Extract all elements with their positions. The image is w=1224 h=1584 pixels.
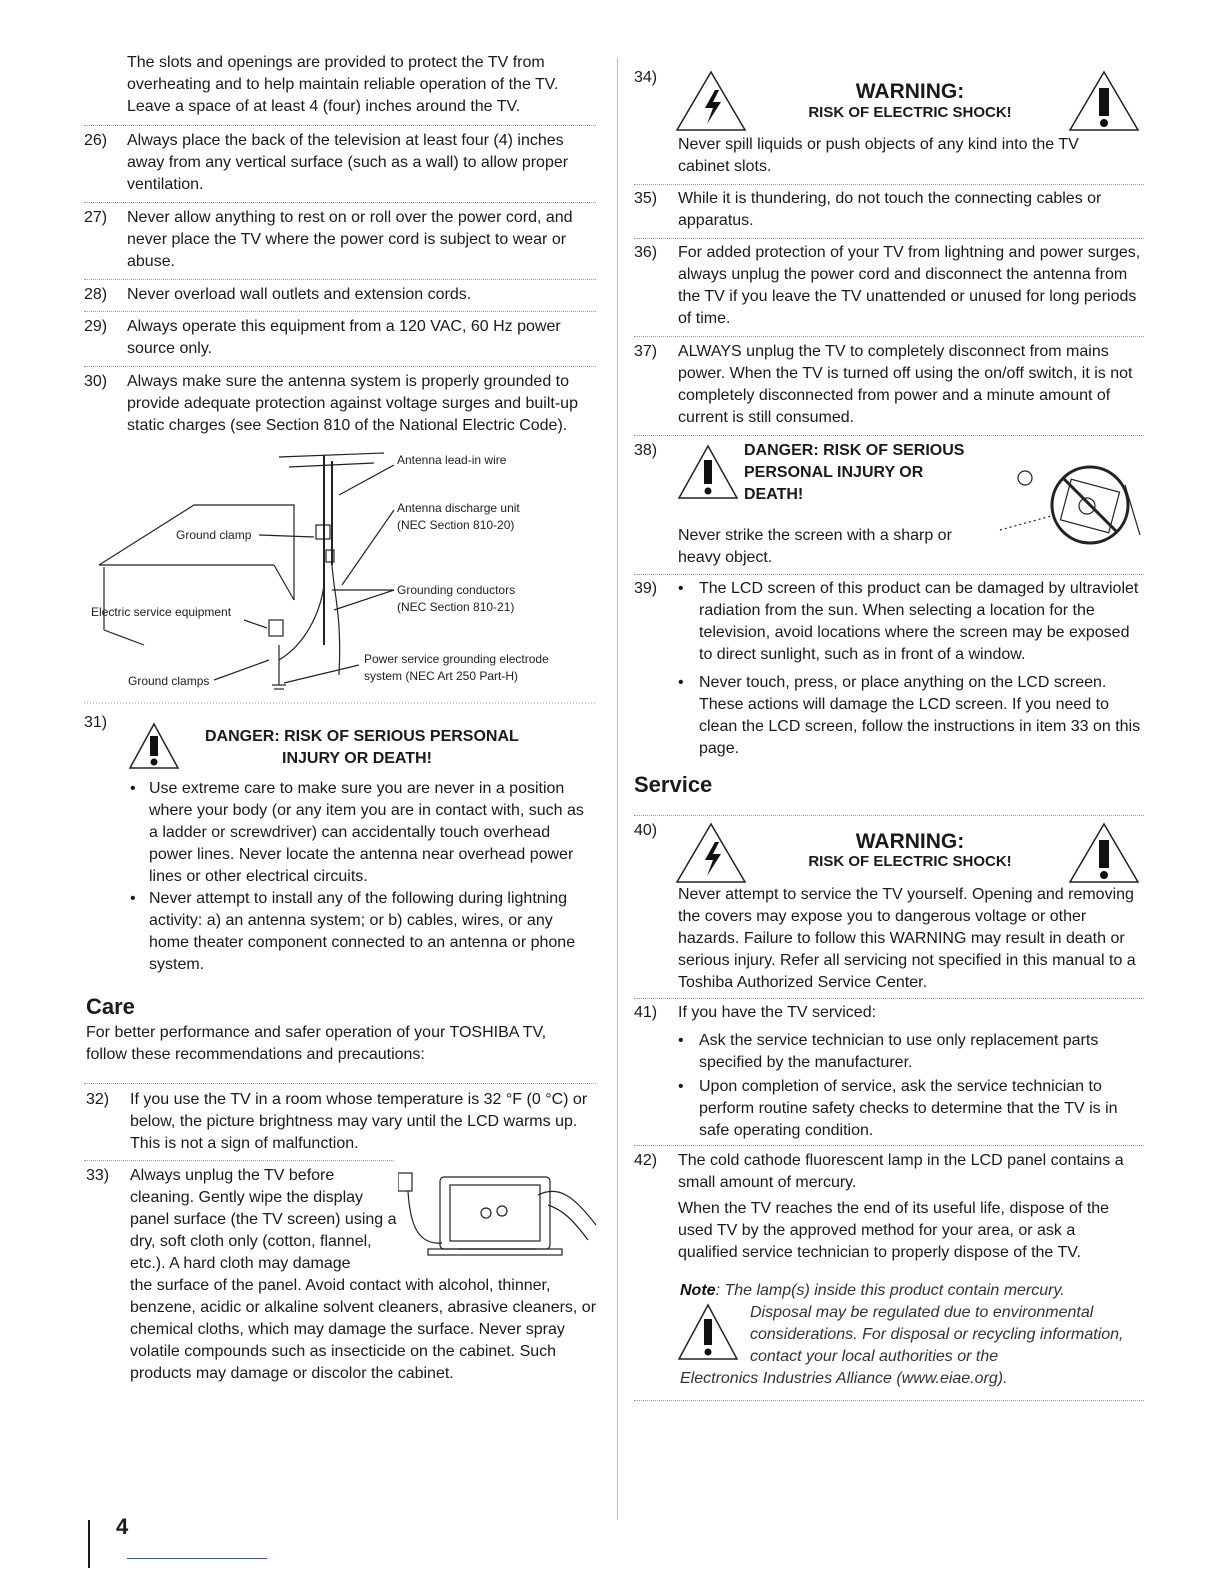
caution-triangle-icon	[128, 722, 180, 770]
page-number-bar	[88, 1520, 90, 1568]
item-31-danger-line1: DANGER: RISK OF SERIOUS PERSONAL	[205, 728, 519, 745]
caution-triangle-icon	[1068, 822, 1140, 884]
label-grounding-nec: (NEC Section 810-21)	[397, 600, 515, 614]
column-divider	[617, 58, 618, 1520]
label-discharge-unit: Antenna discharge unit	[397, 501, 520, 515]
divider	[84, 311, 596, 312]
bullet-marker: •	[678, 580, 684, 597]
item-40-text: Never attempt to service the TV yourself. Opening and removing the covers may expose you to dangerous voltage or other hazards. Failure to follow this WARNING may result in death or serious injury. Refer all servicing not specified in this manual to a Toshiba Authorized Service Center.	[678, 886, 1136, 991]
item-34-text: Never spill liquids or push objects of any kind into the TV cabinet slots.	[678, 136, 1079, 175]
item-31-bullet-1: Use extreme care to make sure you are never in a position where your body (or any item you are in contact with, such as a ladder or screwdriver) can accidentally touch overhead power lines. Never locate the antenna near overhead power lines or other electrical circuits.	[149, 780, 584, 885]
note-line-1	[680, 1280, 1144, 1302]
page-number: 4	[116, 1514, 129, 1539]
label-antenna-lead: Antenna lead-in wire	[397, 453, 507, 467]
caution-triangle-icon	[677, 444, 739, 500]
bullet-marker: •	[678, 674, 684, 691]
care-intro: For better performance and safer operation of your TOSHIBA TV, follow these recommendations and precautions:	[86, 1024, 547, 1063]
divider	[634, 815, 1144, 816]
item-33-number: 33)	[86, 1167, 110, 1184]
bullet-marker: •	[678, 1078, 684, 1095]
label-grounding-conductors: Grounding conductors	[397, 583, 516, 597]
divider	[634, 238, 1144, 239]
item-35-number: 35)	[634, 190, 658, 207]
item-28-number: 28)	[84, 286, 108, 303]
item-41-number: 41)	[634, 1004, 658, 1021]
item-33-text-a: Always unplug the TV before cleaning. Gently wipe the display panel surface (the TV screen) using a dry, soft cloth only (cotton, flannel, etc.). A hard cloth may damage	[130, 1167, 397, 1272]
item-38-danger-line1: DANGER: RISK OF SERIOUS	[744, 442, 965, 459]
item-38-danger-line3: DEATH!	[744, 486, 804, 503]
item-27-number: 27)	[84, 209, 108, 226]
divider	[634, 184, 1144, 185]
tv-cleaning-illustration	[398, 1165, 598, 1265]
label-ground-clamp: Ground clamp	[176, 528, 252, 542]
item-34-number: 34)	[634, 69, 658, 86]
item-37-number: 37)	[634, 343, 658, 360]
divider	[84, 125, 596, 126]
item-38-danger-line2: PERSONAL INJURY OR	[744, 464, 924, 481]
care-heading: Care	[86, 994, 135, 1019]
bullet-marker: •	[678, 1032, 684, 1049]
item-26-text: Always place the back of the television at least four (4) inches away from any vertical surface (such as a wall) to allow proper ventilation.	[127, 132, 569, 193]
item-39-bullet-1: The LCD screen of this product can be damaged by ultraviolet radiation from the sun. When selecting a location for the television, avoid locations where the screen may be exposed to direct sunlight, such as in front of a window.	[699, 580, 1139, 663]
item-37-text: ALWAYS unplug the TV to completely disconnect from mains power. When the TV is turned off using the on/off switch, it is not completely disconnected from power and a minute amount of current is still consumed.	[678, 343, 1133, 426]
item-32-number: 32)	[86, 1091, 110, 1108]
divider	[84, 366, 596, 367]
item-42-text-2: When the TV reaches the end of its useful life, dispose of the used TV by the approved method for your area, or ask a qualified service technician to properly dispose of the TV.	[678, 1200, 1110, 1261]
item-39-bullet-2: Never touch, press, or place anything on the LCD screen. These actions will damage the LCD screen. If you need to clean the LCD screen, follow the instructions in item 33 on this page.	[699, 674, 1141, 757]
label-electric-service: Electric service equipment	[91, 605, 232, 619]
divider	[634, 1145, 1144, 1146]
item-31-number: 31)	[84, 714, 108, 731]
intro-text: The slots and openings are provided to protect the TV from overheating and to help maintain reliable operation of the TV. Leave a space of at least 4 (four) inches around the TV.	[127, 54, 559, 115]
item-26-number: 26)	[84, 132, 108, 149]
item-41-bullet-2: Upon completion of service, ask the service technician to perform routine safety checks to determine that the TV is in safe operating condition.	[699, 1078, 1118, 1139]
item-31-danger-line2: INJURY OR DEATH!	[282, 750, 432, 767]
item-38-text: Never strike the screen with a sharp or heavy object.	[678, 527, 952, 566]
item-28-text: Never overload wall outlets and extension cords.	[127, 286, 472, 303]
divider	[84, 279, 596, 280]
item-36-number: 36)	[634, 244, 658, 261]
bullet-marker: •	[130, 780, 136, 797]
label-ground-clamps: Ground clamps	[128, 674, 210, 688]
broken-screen-illustration	[995, 460, 1145, 550]
item-29-text: Always operate this equipment from a 120 VAC, 60 Hz power source only.	[127, 318, 561, 357]
item-40-warning-sub: RISK OF ELECTRIC SHOCK!	[808, 853, 1012, 870]
item-34-warning-title: WARNING:	[855, 80, 965, 103]
item-38-number: 38)	[634, 442, 658, 459]
item-41-bullet-1: Ask the service technician to use only replacement parts specified by the manufacturer.	[699, 1032, 1099, 1071]
electric-shock-icon	[675, 70, 747, 132]
note-text-1: : The lamp(s) inside this product contain mercury.	[715, 1282, 1065, 1299]
divider	[634, 998, 1144, 999]
note-label: Note	[680, 1282, 716, 1299]
note-text-3: Electronics Industries Alliance (www.eiae.org).	[680, 1370, 1008, 1387]
item-27-text: Never allow anything to rest on or roll over the power cord, and never place the TV where the power cord is subject to wear or abuse.	[127, 209, 573, 270]
item-31-bullet-2: Never attempt to install any of the following during lightning activity: a) an antenna system; or b) cables, wires, or any home theater component connected to an antenna or phone system.	[149, 890, 576, 973]
label-discharge-nec: (NEC Section 810-20)	[397, 518, 515, 532]
item-42-number: 42)	[634, 1152, 658, 1169]
caution-triangle-icon	[677, 1303, 739, 1361]
item-29-number: 29)	[84, 318, 108, 335]
divider	[634, 574, 1144, 575]
service-heading: Service	[634, 772, 713, 797]
bullet-marker: •	[130, 890, 136, 907]
item-30-text: Always make sure the antenna system is properly grounded to provide adequate protection against voltage surges and built-up static charges (see Section 810 of the National Electric Code).	[127, 373, 578, 434]
divider	[634, 336, 1144, 337]
divider	[634, 435, 1144, 436]
caution-triangle-icon	[1068, 70, 1140, 132]
divider	[634, 1400, 1144, 1401]
item-36-text: For added protection of your TV from lightning and power surges, always unplug the power cord and disconnect the antenna from the TV if you leave the TV unattended or unused for long periods of time.	[678, 244, 1141, 327]
footer-line	[127, 1558, 267, 1559]
label-power-electrode: Power service grounding electrode	[364, 652, 549, 666]
item-30-number: 30)	[84, 373, 108, 390]
item-41-text: If you have the TV serviced:	[678, 1004, 877, 1021]
divider	[84, 1160, 394, 1161]
item-35-text: While it is thundering, do not touch the connecting cables or apparatus.	[678, 190, 1102, 229]
item-32-text: If you use the TV in a room whose temperature is 32 °F (0 °C) or below, the picture brightness may vary until the LCD warms up. This is not a sign of malfunction.	[130, 1091, 588, 1152]
item-33-text-b: the surface of the panel. Avoid contact with alcohol, thinner, benzene, acidic or alkaline solvent cleaners, abrasive cleaners, or chemical cloths, which may damage the surface. Never spray volatile compounds such as insecticide on the cabinet. Such products may damage or discolor the cabinet.	[130, 1277, 597, 1382]
item-40-warning-title: WARNING:	[855, 830, 965, 853]
item-34-warning-sub: RISK OF ELECTRIC SHOCK!	[808, 104, 1012, 121]
item-40-number: 40)	[634, 822, 658, 839]
divider	[84, 1083, 596, 1084]
electric-shock-icon	[675, 822, 747, 884]
divider	[84, 202, 596, 203]
item-39-number: 39)	[634, 580, 658, 597]
label-power-nec: system (NEC Art 250 Part-H)	[364, 669, 519, 683]
item-42-text: The cold cathode fluorescent lamp in the LCD panel contains a small amount of mercury.	[678, 1152, 1124, 1191]
note-text-2: Disposal may be regulated due to environmental considerations. For disposal or recycling information, contact your local authorities or the	[750, 1304, 1124, 1365]
